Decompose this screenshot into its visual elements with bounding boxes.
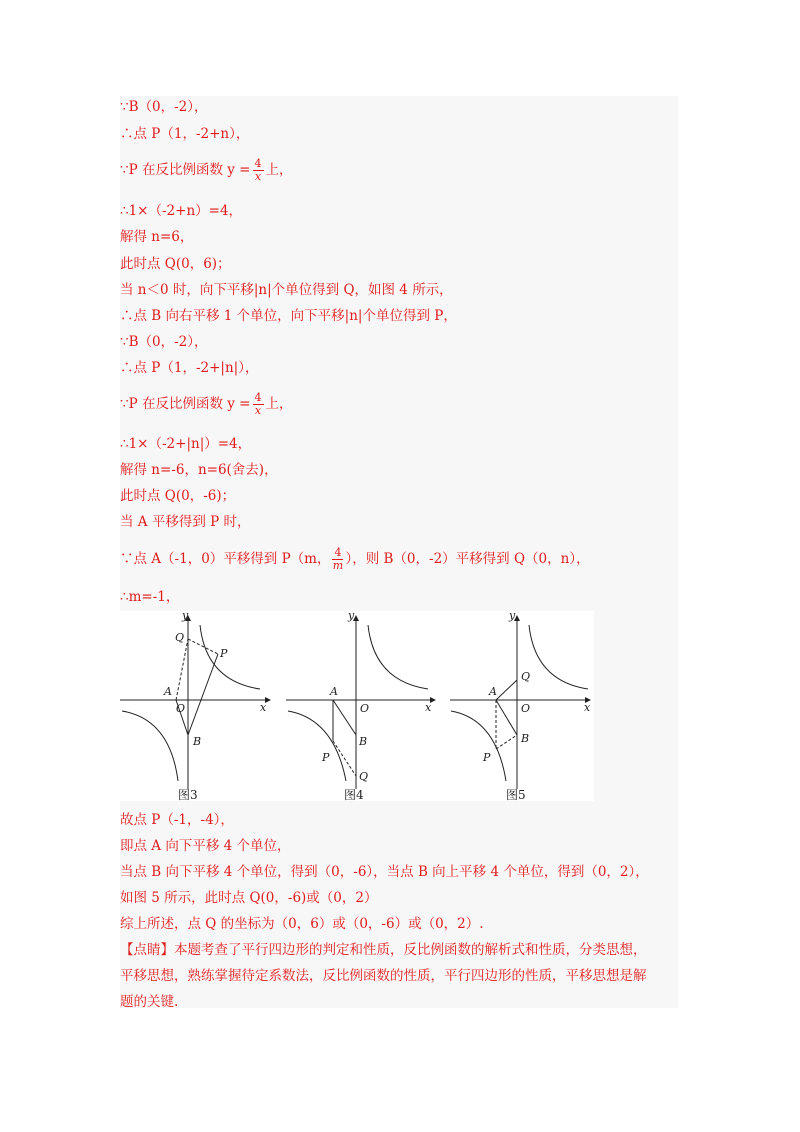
label-P: P (220, 647, 228, 660)
text-line-1: ∵B（0，-2）， (120, 99, 208, 115)
hyperbola-branch-lower (288, 711, 346, 781)
hyperbola-branch-lower (451, 711, 506, 781)
caption-fig3: 图3 (178, 788, 198, 801)
text-line-4: ∴1×（-2+n）=4， (120, 203, 243, 219)
fraction-numerator: 4 (334, 546, 342, 559)
segment-AQ (176, 639, 188, 700)
label-O: O (176, 702, 186, 715)
label-B: B (521, 732, 530, 745)
fraction-numerator: 4 (254, 157, 262, 170)
text-line-8: ∴点 B 向右平移 1 个单位，向下平移|n|个单位得到 P， (120, 308, 457, 324)
text-line-2: ∴点 P（1，-2+n）， (120, 126, 250, 142)
text-segment: ∵P 在反比例函数 y = (120, 162, 251, 178)
label-O: O (360, 702, 370, 715)
text-line-16 (120, 547, 590, 572)
text-line-12: ∴1×（-2+|n|）=4， (120, 436, 252, 452)
segment-PB (496, 735, 517, 749)
text-line-15: 当 A 平移得到 P 时， (120, 514, 251, 530)
hyperbola-branch-lower (122, 711, 178, 781)
label-A: A (489, 685, 497, 698)
segment-BP (188, 654, 218, 735)
label-Q: Q (521, 670, 531, 683)
label-B: B (193, 735, 202, 748)
figures-row (120, 611, 594, 801)
label-y: y (509, 611, 516, 622)
label-Q: Q (175, 631, 185, 644)
text-segment: 上， (265, 162, 293, 178)
label-x: x (260, 701, 267, 714)
caption-fig5: 图5 (506, 788, 526, 801)
text-line-17: ∴m=-1， (120, 589, 180, 605)
text-segment: ），则 B（0，-2）平移得到 Q（0，n）， (345, 551, 590, 567)
label-x: x (425, 701, 432, 714)
segment-AQ (496, 680, 517, 700)
label-A: A (164, 685, 172, 698)
segment-AB (333, 700, 356, 735)
caption-fig4: 图4 (344, 788, 364, 801)
hyperbola-branch-upper (368, 625, 428, 689)
comment-line-3: 题的关键. (120, 994, 179, 1010)
text-line-14: 此时点 Q(0，-6)； (120, 488, 236, 504)
text-line-3 (120, 158, 293, 183)
fraction-4-over-x (253, 158, 264, 183)
hyperbola-branch-upper (529, 625, 588, 689)
text-line-20: 当点 B 向下平移 4 个单位，得到（0，-6），当点 B 向上平移 4 个单位，得到（0，2）， (120, 864, 649, 880)
label-P: P (322, 751, 330, 764)
text-line-11 (120, 392, 293, 417)
label-P: P (483, 751, 491, 764)
figure-3 (120, 616, 270, 789)
label-O: O (521, 702, 531, 715)
comment-line-1: 【点睛】本题考查了平行四边形的判定和性质，反比例函数的解析式和性质，分类思想， (120, 942, 647, 958)
figures-svg (120, 611, 594, 801)
label-A: A (330, 685, 338, 698)
label-y: y (348, 611, 355, 622)
text-line-13: 解得 n=-6，n=6(舍去)， (120, 462, 278, 478)
fraction-denominator: x (254, 404, 262, 417)
text-segment: ∵点 A（-1，0）平移得到 P（m， (120, 551, 331, 567)
text-line-18: 故点 P（-1，-4）， (120, 812, 234, 828)
text-line-10: ∴点 P（1，-2+|n|）， (120, 360, 259, 376)
fraction-denominator: m (332, 559, 344, 572)
fraction-numerator: 4 (254, 391, 262, 404)
fraction-denominator: x (254, 170, 262, 183)
fraction-4-over-m (332, 547, 343, 572)
text-line-22: 综上所述，点 Q 的坐标为（0，6）或（0，-6）或（0，2）. (120, 916, 484, 932)
text-segment: 上， (265, 396, 293, 412)
segment-PQ (333, 741, 356, 776)
figure-5 (450, 616, 590, 789)
text-line-19: 即点 A 向下平移 4 个单位， (120, 838, 291, 854)
text-line-5: 解得 n=6， (120, 229, 194, 245)
label-Q: Q (359, 770, 369, 783)
text-line-21: 如图 5 所示，此时点 Q(0，-6)或（0，2） (120, 890, 378, 906)
label-x: x (584, 701, 591, 714)
label-B: B (359, 735, 368, 748)
text-line-7: 当 n＜0 时，向下平移|n|个单位得到 Q，如图 4 所示， (120, 282, 453, 298)
comment-line-2: 平移思想，熟练掌握待定系数法，反比例函数的性质，平行四边形的性质，平移思想是解 (120, 968, 647, 984)
text-line-6: 此时点 Q(0，6)； (120, 256, 231, 272)
segment-AB (496, 700, 517, 735)
text-line-9: ∵B（0，-2）， (120, 334, 208, 350)
text-segment: ∵P 在反比例函数 y = (120, 396, 251, 412)
label-y: y (182, 611, 189, 622)
fraction-4-over-x (253, 392, 264, 417)
